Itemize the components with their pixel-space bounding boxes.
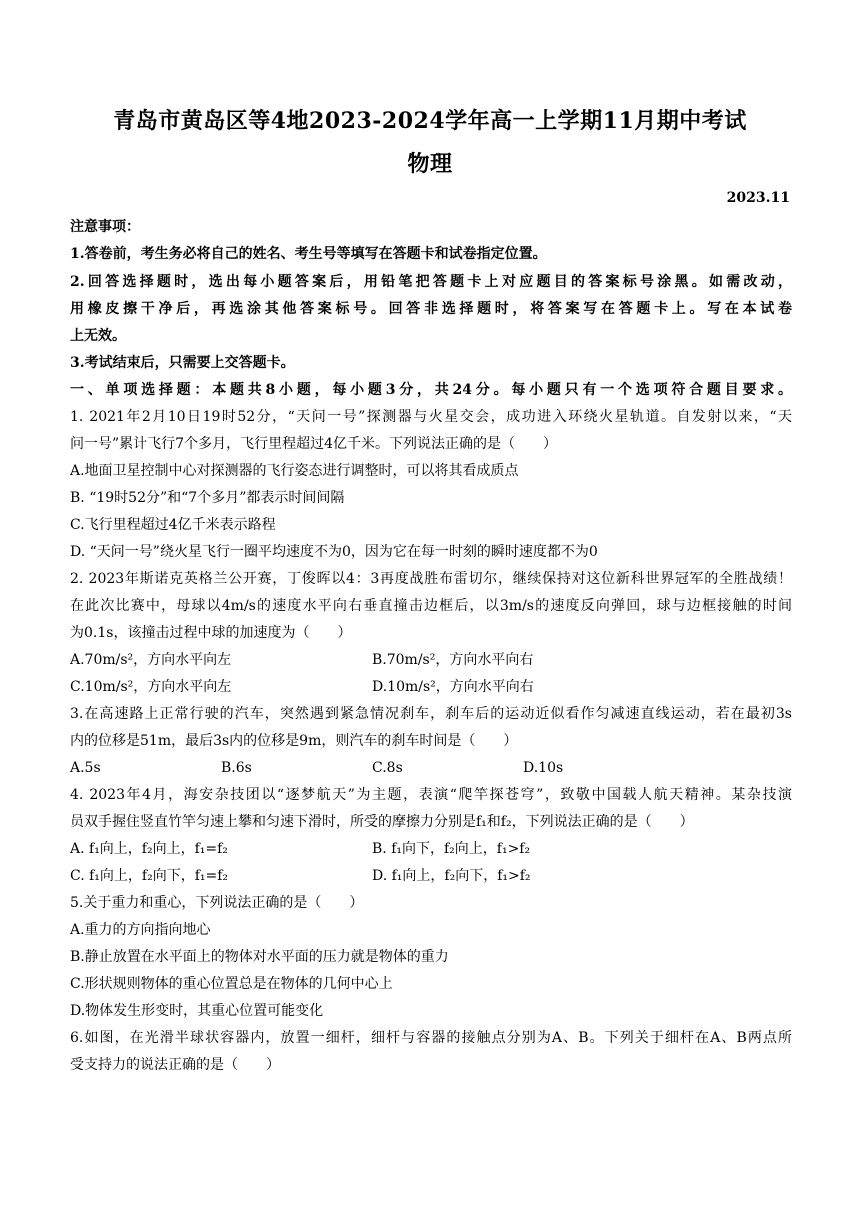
question-5-option-c: C.形状规则物体的重心位置总是在物体的几何中心上 xyxy=(70,976,393,992)
question-4-option-b: B. f₁向下，f₂向上，f₁>f₂ xyxy=(372,841,531,857)
question-5-option-d: D.物体发生形变时，其重心位置可能变化 xyxy=(70,1003,324,1019)
exam-title: 青岛市黄岛区等4地2023-2024学年高一上学期11月期中考试 xyxy=(113,108,747,134)
question-2-line-2: 在此次比赛中，母球以4m/s的速度水平向右垂直撞击边框后，以3m/s的速度反向弹回，球与边框接触的时间 xyxy=(70,598,792,614)
question-4-line-2: 员双手握住竖直竹竿匀速上攀和匀速下滑时，所受的摩擦力分别是f₁和f₂，下列说法正确的是（ ） xyxy=(70,814,694,830)
question-1-option-b: B. “19时52分”和“7个多月”都表示时间间隔 xyxy=(70,490,345,506)
question-1-option-a: A.地面卫星控制中心对探测器的飞行姿态进行调整时，可以将其看成质点 xyxy=(70,463,519,479)
question-6-line-2: 受支持力的说法正确的是（ ） xyxy=(70,1057,280,1073)
question-3-option-d: D.10s xyxy=(523,760,564,776)
question-6-line-1: 6.如图，在光滑半球状容器内，放置一细杆，细杆与容器的接触点分别为A、B。下列关于细杆在A、B两点所 xyxy=(70,1030,792,1046)
question-4-option-c: C. f₁向上，f₂向下，f₁=f₂ xyxy=(70,868,229,884)
question-1-line-2: 问一号”累计飞行7个多月，飞行里程超过4亿千米。下列说法正确的是（ ） xyxy=(70,436,557,452)
question-5-option-b: B.静止放置在水平面上的物体对水平面的压力就是物体的重力 xyxy=(70,949,449,965)
notice-item-3: 3.考试结束后，只需要上交答题卡。 xyxy=(70,355,295,371)
notice-heading: 注意事项： xyxy=(70,219,140,235)
question-1-option-c: C.飞行里程超过4亿千米表示路程 xyxy=(70,517,276,533)
question-4-option-a: A. f₁向上，f₂向上，f₁=f₂ xyxy=(70,841,228,857)
question-3-option-b: B.6s xyxy=(221,760,252,776)
question-4-option-d: D. f₁向上，f₂向下，f₁>f₂ xyxy=(372,868,531,884)
question-2-option-a: A.70m/s²，方向水平向左 xyxy=(70,652,232,668)
notice-item-1: 1.答卷前，考生务必将自己的姓名、考生号等填写在答题卡和试卷指定位置。 xyxy=(70,246,547,262)
question-2-option-b: B.70m/s²，方向水平向右 xyxy=(372,652,534,668)
notice-item-2-line-1: 2.回答选择题时，选出每小题答案后，用铅笔把答题卡上对应题目的答案标号涂黑。如需改动， xyxy=(70,274,792,290)
notice-item-2-line-2: 用橡皮擦干净后，再选涂其他答案标号。回答非选择题时，将答案写在答题卡上。写在本试卷 xyxy=(70,301,792,317)
subject-title: 物理 xyxy=(407,151,453,177)
question-2-option-d: D.10m/s²，方向水平向右 xyxy=(372,679,534,695)
question-3-line-2: 内的位移是51m，最后3s内的位移是9m，则汽车的刹车时间是（ ） xyxy=(70,733,518,749)
question-3-option-a: A.5s xyxy=(70,760,101,776)
question-3-option-c: C.8s xyxy=(372,760,403,776)
question-3-line-1: 3.在高速路上正常行驶的汽车，突然遇到紧急情况刹车，刹车后的运动近似看作匀减速直线运动，若在最初3s xyxy=(70,706,792,722)
question-2-line-3: 为0.1s，该撞击过程中球的加速度为（ ） xyxy=(70,625,352,641)
exam-date: 2023.11 xyxy=(726,190,790,206)
question-2-option-c: C.10m/s²，方向水平向左 xyxy=(70,679,232,695)
question-5-line-1: 5.关于重力和重心，下列说法正确的是（ ） xyxy=(70,895,364,911)
question-4-line-1: 4. 2023年4月，海安杂技团以“逐梦航天”为主题，表演“爬竿探苍穹”，致敬中国载人航天精神。某杂技演 xyxy=(70,787,792,803)
section-1-heading: 一、单项选择题：本题共8小题，每小题3分，共24分。每小题只有一个选项符合题目要求。 xyxy=(70,382,792,398)
notice-item-2-line-3: 上无效。 xyxy=(70,328,126,344)
question-1-line-1: 1. 2021年2月10日19时52分，“天问一号”探测器与火星交会，成功进入环绕火星轨道。自发射以来，“天 xyxy=(70,409,792,425)
question-5-option-a: A.重力的方向指向地心 xyxy=(70,922,211,938)
question-1-option-d: D. “天问一号”绕火星飞行一圈平均速度不为0，因为它在每一时刻的瞬时速度都不为0 xyxy=(70,544,598,560)
question-2-line-1: 2. 2023年斯诺克英格兰公开赛，丁俊晖以4：3再度战胜布雷切尔，继续保持对这位新科世界冠军的全胜战绩！ xyxy=(70,571,792,587)
